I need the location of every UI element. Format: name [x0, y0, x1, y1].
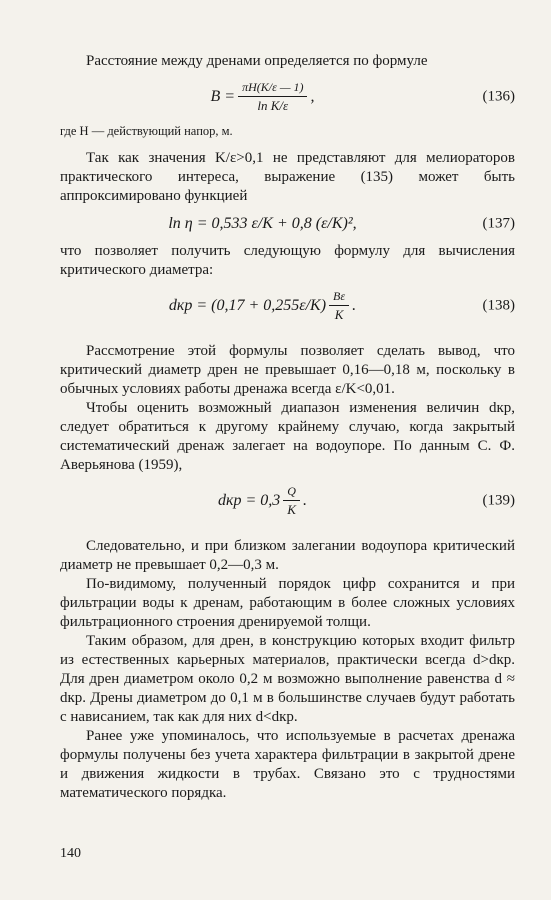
- paragraph-range: Чтобы оценить возможный диапазон изменения величин dкр, следует обратиться к другому крайнему случаю, когда закрытый систематический дренаж залегает на водоупоре. По данным С. Ф. Аверьянова (1959),: [60, 400, 515, 473]
- formula-139-numerator: Q: [283, 484, 300, 501]
- formula-136-tail: ,: [310, 88, 315, 105]
- formula-139-denominator: K: [287, 502, 296, 517]
- formula-137-expression: ln η = 0,533 ε/K + 0,8 (ε/K)²,: [168, 215, 357, 232]
- formula-139: [60, 479, 515, 523]
- paragraph-critical-diameter: что позволяет получить следующую формулу для вычисления критического диаметра:: [60, 243, 515, 278]
- formula-139-fraction: [283, 484, 300, 518]
- formula-137-number: (137): [482, 215, 515, 232]
- formula-138-expression: [60, 284, 465, 328]
- paragraph-filter: Таким образом, для дрен, в конструкцию которых входит фильтр из естественных карьерных материалов, практически всегда d>dкр. Для дрен диаметром около 0,2 м возможно выполнение равенства d ≈ dкр. Дрены диаметром до 0,1 м в большинстве случаев будут работать с нависанием, так как для них d<dкр.: [60, 633, 515, 725]
- formula-136-numerator: πH(K/ε — 1): [238, 80, 307, 97]
- paragraph-intro: Расстояние между дренами определяется по формуле: [86, 53, 428, 69]
- formula-138-denominator: K: [334, 307, 344, 322]
- formula-139-tail: .: [302, 492, 307, 509]
- formula-136-fraction: [238, 80, 307, 114]
- paragraph-aquitard: Следовательно, и при близком залегании водоупора критический диаметр не превышает 0,2—0,3 м.: [60, 538, 515, 573]
- formula-138-numerator: Bε: [329, 289, 349, 306]
- paragraph-where-h: где H — действующий напор, м.: [60, 124, 233, 138]
- paragraph-order: По-видимому, полученный порядок цифр сохранится и при фильтрации воды к дренам, работающим в более сложных условиях фильтрационного строения дренируемой толщи.: [60, 576, 515, 630]
- formula-139-lhs: dкр = 0,3: [218, 492, 281, 509]
- formula-136-number: (136): [482, 88, 515, 105]
- formula-136-lhs: B =: [210, 88, 236, 105]
- formula-138-lhs: dкр = (0,17 + 0,255ε/K): [168, 297, 327, 314]
- paragraph-conclusion: Рассмотрение этой формулы позволяет сделать вывод, что критический диаметр дрен не превышает 0,16—0,18 м, поскольку в обычных условиях работы дренажа всегда ε/K<0,01.: [60, 343, 515, 397]
- page-number: 140: [60, 846, 81, 861]
- formula-139-expression: [60, 479, 465, 523]
- formula-136-expression: [60, 75, 465, 119]
- paragraph-earlier: Ранее уже упоминалось, что используемые в расчетах дренажа формулы получены без учета характера фильтрации в закрытой дрене и движения жидкости в трубах. Связано это с трудностями математического порядка.: [60, 728, 515, 801]
- formula-139-number: (139): [482, 492, 515, 509]
- formula-136: [60, 75, 515, 119]
- formula-138-fraction: [329, 289, 349, 323]
- formula-138-number: (138): [482, 297, 515, 314]
- formula-138: [60, 284, 515, 328]
- paragraph-approximation: Так как значения K/ε>0,1 не представляют для мелиораторов практического интереса, выражение (135) может быть аппроксимировано функцией: [60, 150, 515, 204]
- formula-136-denominator: ln K/ε: [257, 98, 289, 113]
- formula-137: [60, 210, 515, 238]
- formula-138-tail: .: [352, 297, 357, 314]
